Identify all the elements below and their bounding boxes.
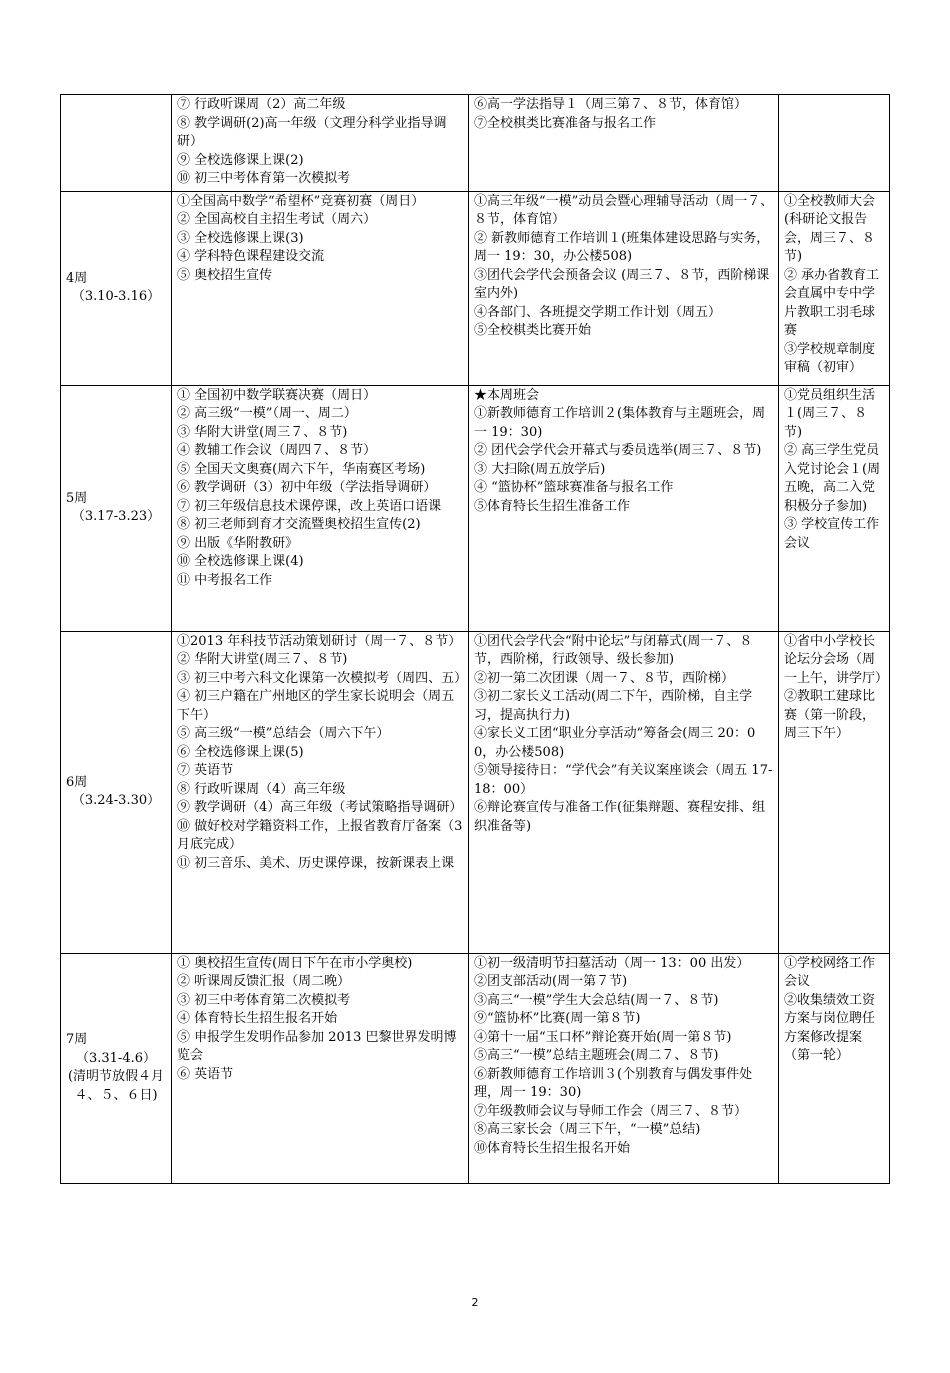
schedule-item: ② 听课周反馈汇报（周二晚） [177,974,351,989]
schedule-item: ② 全国高校自主招生考试（周六） [177,212,377,227]
schedule-item: ⑩ 做好校对学籍资料工作，上报省教育厅备案（3 月底完成） [177,818,463,852]
schedule-item: ③ 全校选修课上课(3) [177,230,304,246]
schedule-item: ② 新教师德育工作培训１(班集体建设思路与实务，周一 19：30，办公楼508) [474,230,770,264]
schedule-item: ⑦ 行政听课周（2）高二年级 [177,97,346,112]
schedule-item: ④ 教辅工作会议（周四７、８节） [177,443,377,458]
schedule-item: ④ 体育特长生招生报名开始 [177,1011,338,1026]
schedule-item: ①省中小学校长论坛分会场（周一上午，讲学厅） [784,633,889,686]
schedule-item: ⑥高一学法指导１（周三第７、８节，体育馆） [474,97,748,112]
student-activities-cell [469,95,779,192]
schedule-item: ①全校教师大会(科研论文报告会，周三７、８节) [784,193,876,264]
schedule-item: ⑤ 奥校招生宣传 [177,267,273,283]
schedule-item: ② 承办省教育工会直属中专中学片教职工羽毛球赛 [784,267,880,338]
schedule-item: ③ 大扫除(周五放学后) [474,461,606,477]
week-cell [61,953,172,1183]
schedule-item: ② 团代会学代会开幕式与委员选举(周三７、８节) [474,443,762,458]
schedule-item: ①2013 年科技节活动策划研讨（周一７、８节） [177,633,462,649]
school-events-cell [172,191,469,385]
schedule-item: ③ 初三中考六科文化课第一次模拟考（周四、五） [177,670,468,686]
schedule-row [61,385,890,631]
schedule-item: ②收集绩效工资方案与岗位聘任方案修改提案（第一轮） [784,992,876,1063]
schedule-item: ④家长义工团“职业分享活动”筹备会(周三 20：00，办公楼508) [474,726,756,760]
week-cell [61,191,172,385]
schedule-item: ⑤全校棋类比赛开始 [474,323,592,338]
schedule-item: ② 华附大讲堂(周三７、８节) [177,652,348,667]
schedule-item: ①党员组织生活１(周三７、８节) [784,387,876,440]
schedule-item: ④ 初三户籍在广州地区的学生家长说明会（周五下午） [177,689,455,723]
schedule-row [61,95,890,192]
schedule-item: ②教职工建球比赛（第一阶段，周三下午） [784,689,876,741]
week-cell [61,631,172,953]
student-activities-cell [469,953,779,1183]
school-events-cell [172,385,469,631]
school-events-cell [172,953,469,1183]
week-cell [61,95,172,192]
schedule-item: ⑧ 行政听课周（4）高三年级 [177,781,346,797]
staff-affairs-cell [779,95,890,192]
week-note: (清明节放假４月４、５、６日) [67,1069,165,1103]
staff-affairs-cell [779,385,890,631]
schedule-item: ⑤领导接待日：“学代会”有关议案座谈会（周五 17-18：00） [474,763,773,797]
schedule-item: ③ 华附大讲堂(周三７、８节) [177,424,348,440]
schedule-item: ★本周班会 [474,387,540,403]
schedule-item: ⑦年级教师会议与导师工作会（周三７、８节） [474,1103,748,1119]
week-range: （3.10-3.16） [71,289,161,304]
schedule-item: ④ “篮协杯”篮球赛准备与报名工作 [474,480,674,495]
schedule-item: ② 高三级“一模”（周一、周二） [177,406,357,421]
schedule-item: ①初一级清明节扫墓活动（周一 13：00 出发） [474,955,750,971]
schedule-item: ⑪ 初三音乐、美术、历史课停课，按新课表上课 [177,855,455,871]
schedule-item: ⑤高三“一模”总结主题班会(周二７、８节) [474,1048,719,1063]
schedule-item: ⑥新教师德育工作培训３(个别教育与偶发事件处理，周一 19：30) [474,1066,753,1100]
schedule-item: ⑪ 中考报名工作 [177,572,273,588]
student-activities-cell [469,385,779,631]
schedule-item: ⑨ 全校选修课上课(2) [177,152,304,168]
week-range: （3.17-3.23） [71,509,161,524]
schedule-item: ⑦全校棋类比赛准备与报名工作 [474,115,657,131]
schedule-item: ⑩体育特长生招生报名开始 [474,1140,631,1156]
schedule-item: ① 全国初中数学联赛决赛（周日） [177,387,377,403]
schedule-item: ⑩ 初三中考体育第一次模拟考 [177,171,351,186]
schedule-item: ③高三“一模”学生大会总结(周一７、８节) [474,992,719,1008]
schedule-item: ⑧ 教学调研(2)高一年级（文理分科学业指导调研） [177,115,447,149]
week-week: 5周 [66,490,88,506]
schedule-item: ⑤体育特长生招生准备工作 [474,498,631,514]
schedule-item: ①学校网络工作会议 [784,955,876,989]
staff-affairs-cell [779,953,890,1183]
schedule-item: ⑥辩论赛宣传与准备工作(征集辩题、赛程安排、组织准备等) [474,800,766,834]
schedule-item: ⑦ 英语节 [177,763,234,778]
schedule-item: ⑨ 教学调研（4）高三年级（考试策略指导调研） [177,800,463,815]
schedule-item: ⑧高三家长会（周三下午，“一模”总结) [474,1122,701,1137]
schedule-item: ⑩ 全校选修课上课(4) [177,554,304,569]
schedule-item: ③ 初三中考体育第二次模拟考 [177,992,351,1008]
week-range: （3.24-3.30） [71,793,161,808]
schedule-item: ⑤ 申报学生发明作品参加 2013 巴黎世界发明博览会 [177,1029,457,1063]
schedule-item: ⑥ 英语节 [177,1066,234,1082]
schedule-item: ①新教师德育工作培训２(集体教育与主题班会，周一 19：30) [474,406,766,440]
schedule-row [61,631,890,953]
schedule-row [61,953,890,1183]
schedule-row [61,191,890,385]
schedule-item: ③ 学校宣传工作会议 [784,517,880,551]
schedule-item: ②团支部活动(周一第７节) [474,974,628,989]
week-range: （3.31-4.6） [75,1050,156,1066]
page-number: 2 [471,1296,479,1309]
staff-affairs-cell [779,631,890,953]
week-week: 4周 [66,270,88,286]
schedule-item: ④各部门、各班提交学期工作计划（周五） [474,304,722,320]
schedule-item: ①全国高中数学“希望杯”竞赛初赛（周日） [177,193,425,209]
schedule-item: ③团代会学代会预备会议 (周三７、８节，西阶梯课室内外) [474,267,770,301]
schedule-item: ⑧ 初三老师到育才交流暨奥校招生宣传(2) [177,517,421,532]
schedule-item: ③初二家长义工活动(周二下午，西阶梯，自主学习，提高执行力) [474,689,753,723]
schedule-item: ⑥ 全校选修课上课(5) [177,744,304,760]
schedule-item: ⑨“篮协杯”比赛(周一第８节) [474,1011,641,1026]
staff-affairs-cell [779,191,890,385]
schedule-item: ⑦ 初三年级信息技术课停课，改上英语口语课 [177,498,442,514]
schedule-item: ⑨ 出版《华附教研》 [177,535,299,551]
week-week: 7周 [66,1032,88,1047]
schedule-item: ① 奥校招生宣传(周日下午在市小学奥校) [177,955,413,971]
schedule-item: ④第十一届“玉口杯”辩论赛开始(周一第８节) [474,1029,732,1045]
schedule-item: ⑤ 高三级“一模”总结会（周六下午） [177,726,390,741]
schedule-item: ②初一第二次团课（周一７、８节，西阶梯） [474,670,735,686]
schedule-item: ② 高三学生党员入党讨论会１(周五晚，高二入党积极分子参加) [784,443,881,514]
student-activities-cell [469,191,779,385]
schedule-item: ⑥ 教学调研（3）初中年级（学法指导调研） [177,480,437,495]
schedule-item: ①团代会学代会“附中论坛”与闭幕式(周一７、８节，西阶梯，行政领导、级长参加) [474,633,753,667]
schedule-item: ①高三年级“一模”动员会暨心理辅导活动（周一７、８节，体育馆） [474,193,774,227]
week-cell [61,385,172,631]
schedule-item: ③学校规章制度审稿（初审） [784,341,876,375]
school-events-cell [172,95,469,192]
schedule-item: ④ 学科特色课程建设交流 [177,249,325,264]
schedule-item: ⑤ 全国天文奥赛(周六下午，华南赛区考场) [177,461,426,477]
week-week: 6周 [66,774,88,790]
school-events-cell [172,631,469,953]
student-activities-cell [469,631,779,953]
schedule-table [60,94,890,1184]
